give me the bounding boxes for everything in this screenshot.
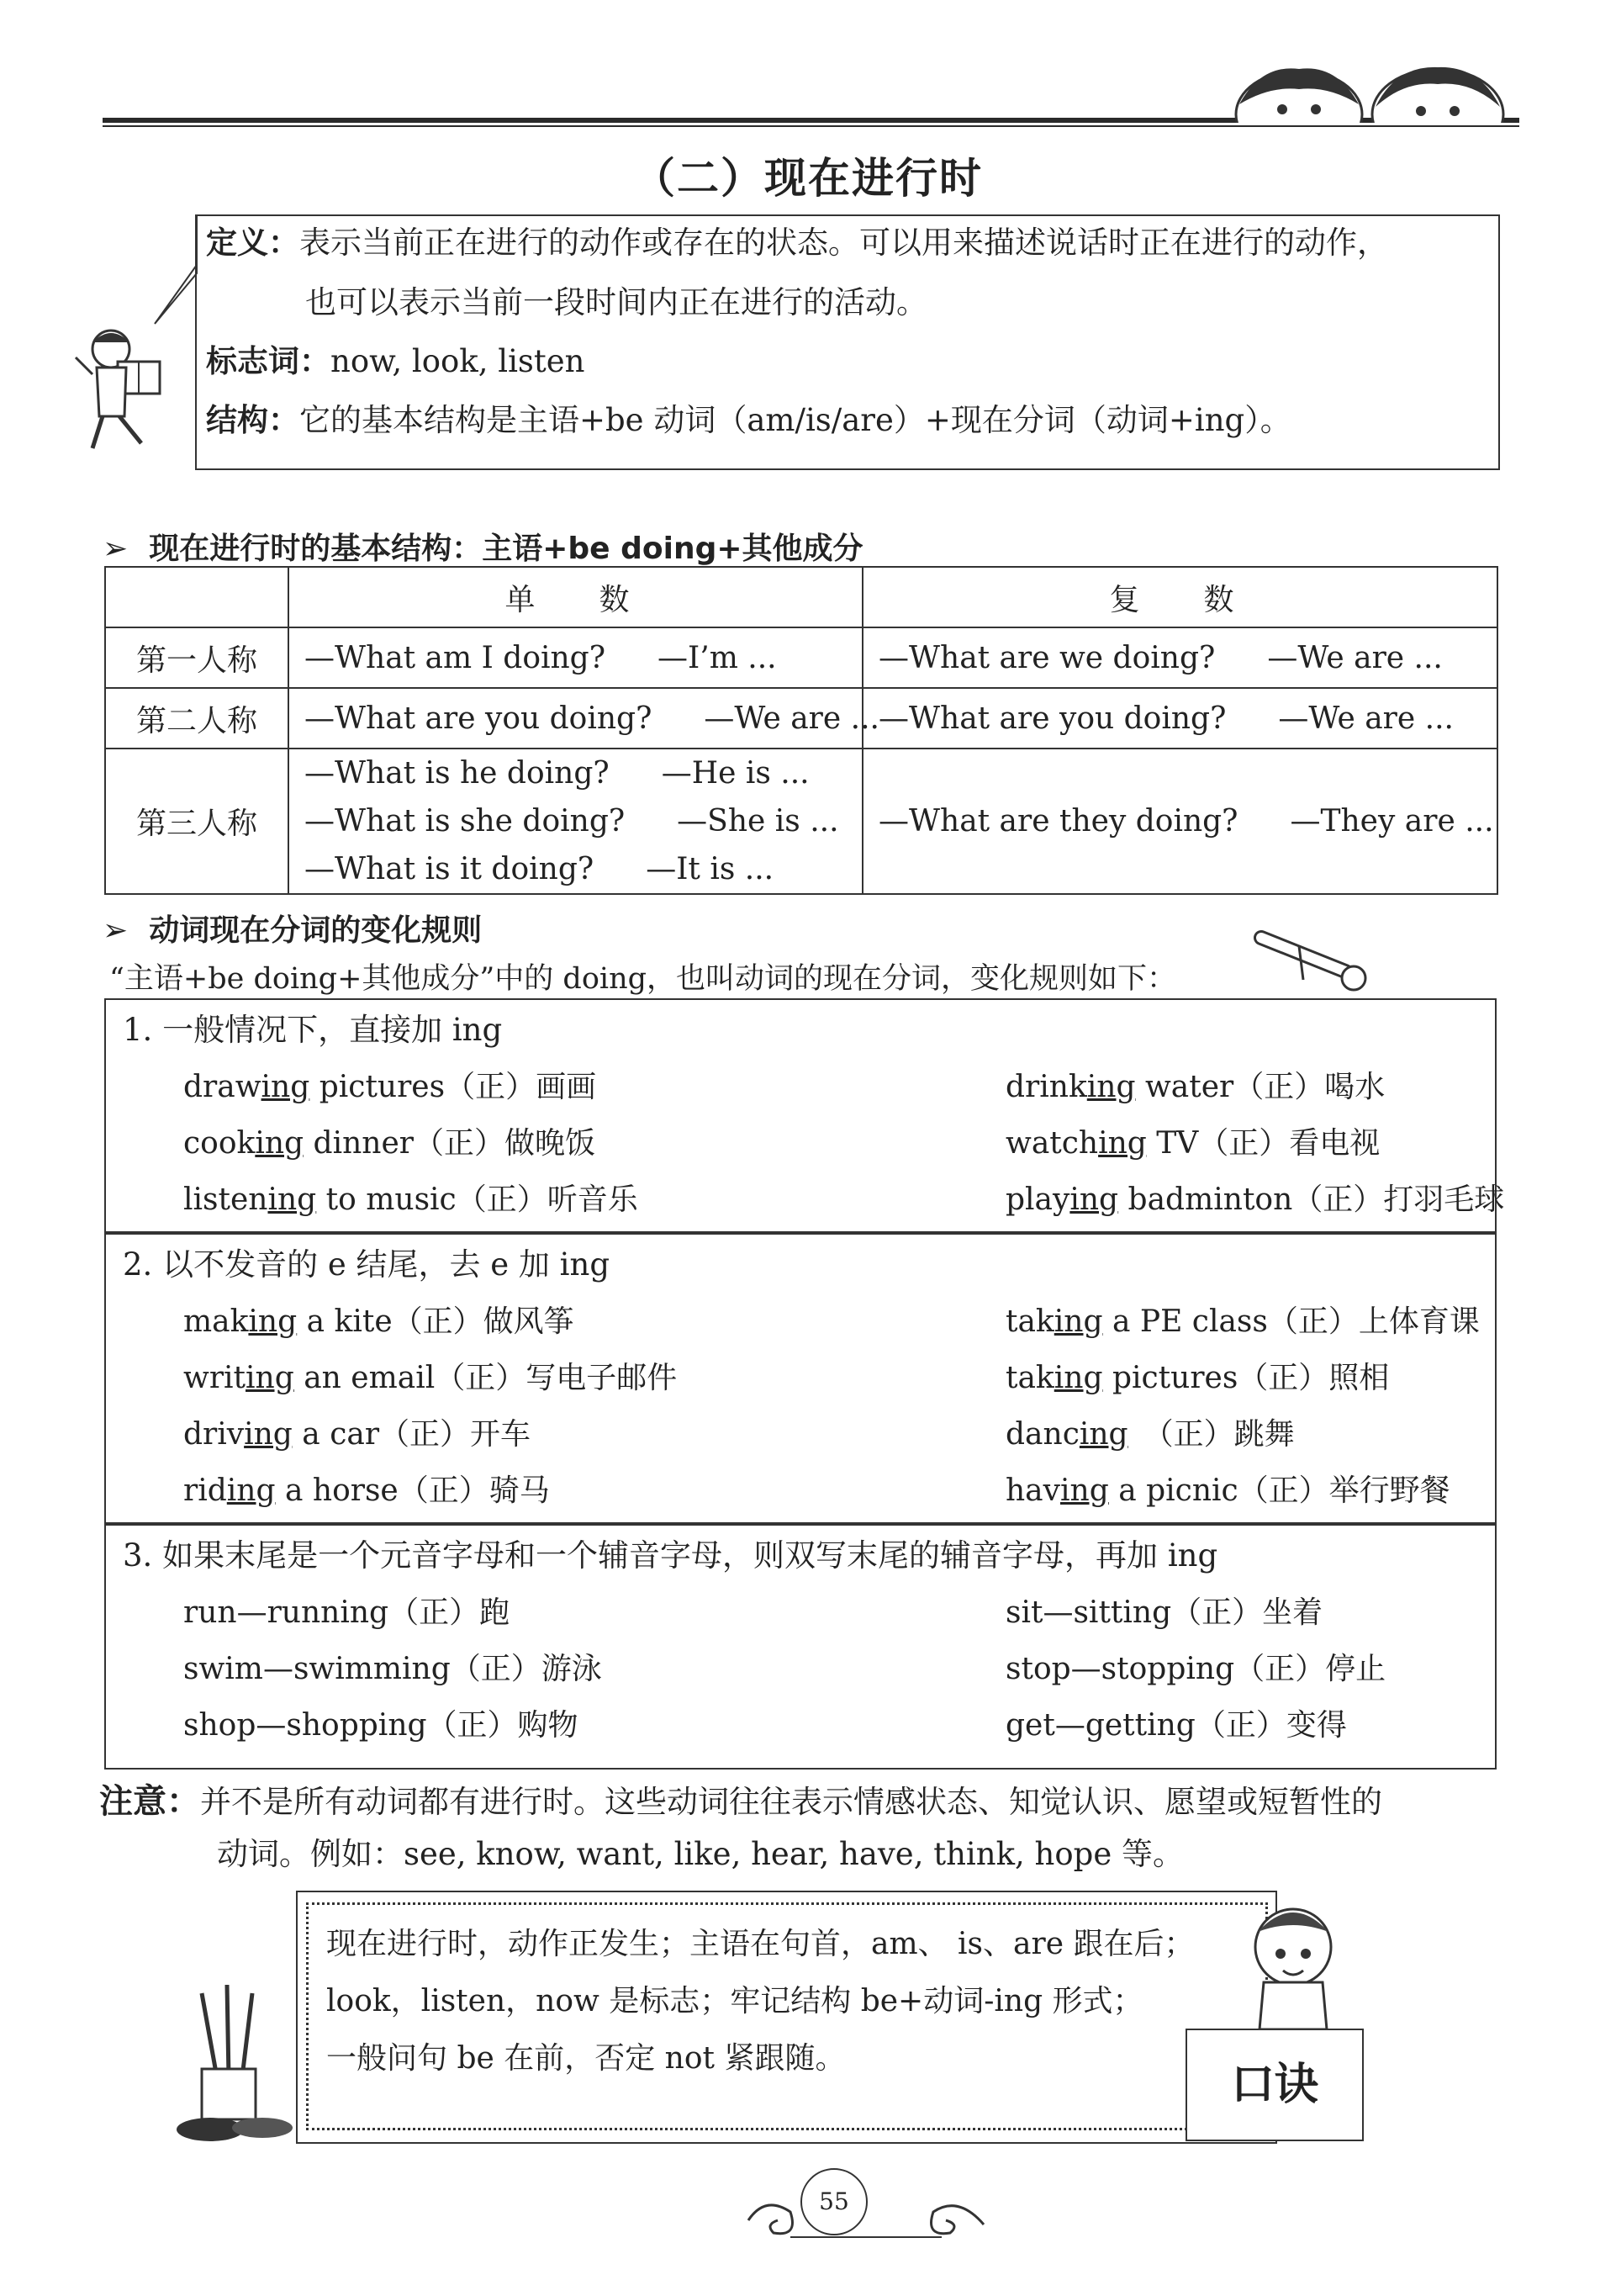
example-item xyxy=(183,1304,574,1340)
definition-line-2: 也可以表示当前一段时间内正在进行的活动。 xyxy=(305,284,927,320)
example-suffix: ing xyxy=(1054,1361,1103,1395)
scroll-icon xyxy=(1253,921,1370,997)
example-meaning: a horse（正）骑马 xyxy=(275,1473,550,1508)
example-meaning: pictures（正）照相 xyxy=(1102,1361,1390,1395)
mnemonic-line-2: look，listen，now 是标志；牢记结构 be+动词-ing 形式； xyxy=(326,1984,1143,2018)
example-suffix: ing xyxy=(1079,1417,1128,1452)
example-meaning: （正）变得 xyxy=(1195,1708,1347,1743)
answer-text: —He is ... xyxy=(661,756,810,791)
answer-text: —We are ... xyxy=(704,701,879,736)
table-header-row xyxy=(105,567,1497,627)
reading-child-icon xyxy=(59,324,177,458)
example-stem: sit—sitting xyxy=(1006,1595,1172,1630)
example-suffix: ing xyxy=(255,1126,304,1161)
example-stem: swim—swimming xyxy=(183,1652,451,1686)
page-number: 55 xyxy=(800,2168,868,2235)
example-item xyxy=(183,1125,595,1161)
answer-text: —They are ... xyxy=(1290,804,1494,839)
mnemonic-tag: 口诀 xyxy=(1186,2029,1364,2141)
question-text: —What is it doing? xyxy=(304,852,594,886)
example-stem: get—getting xyxy=(1006,1708,1196,1743)
question-text: —What are you doing? xyxy=(879,701,1227,736)
table-singular-cell xyxy=(288,749,863,894)
example-suffix: ing xyxy=(1086,1070,1136,1104)
brush-pot-icon xyxy=(168,1985,303,2145)
table-row xyxy=(105,627,1497,688)
signal-words-line xyxy=(206,343,585,380)
kids-peeking-icon xyxy=(1228,61,1513,123)
example-stem: cook xyxy=(183,1126,256,1161)
example-stem: listen xyxy=(183,1182,268,1217)
example-suffix: ing xyxy=(1054,1304,1103,1339)
answer-text: —I’m ... xyxy=(657,640,777,675)
example-meaning: a PE class（正）上体育课 xyxy=(1102,1304,1480,1339)
note-line-1: 并不是所有动词都有进行时。这些动词往往表示情感状态、知觉认识、愿望或短暂性的 xyxy=(200,1784,1382,1820)
example-item xyxy=(183,1473,550,1509)
answer-text: —She is ... xyxy=(677,804,839,839)
answer-text: —It is ... xyxy=(646,852,774,886)
answer-text: —We are ... xyxy=(1267,640,1443,675)
example-suffix: ing xyxy=(267,1182,317,1217)
question-text: —What is he doing? xyxy=(304,756,610,791)
example-stem: tak xyxy=(1006,1304,1054,1339)
example-meaning: （正）购物 xyxy=(426,1708,578,1743)
page-title: （二）现在进行时 xyxy=(633,154,983,203)
example-meaning: pictures（正）画画 xyxy=(309,1070,597,1104)
table-plural-cell xyxy=(863,688,1497,749)
example-meaning: an email（正）写电子邮件 xyxy=(293,1361,678,1395)
example-suffix: ing xyxy=(1098,1126,1147,1161)
example-item xyxy=(183,1707,578,1743)
signal-label: 标志词： xyxy=(206,343,330,379)
example-stem: drink xyxy=(1006,1070,1087,1104)
table-person-cell: 第一人称 xyxy=(105,627,288,688)
example-item xyxy=(183,1651,602,1687)
definition-line-1 xyxy=(206,225,1388,262)
example-item xyxy=(183,1360,677,1396)
note-line-2: 动词。例如：see, know, want, like, hear, have, think, hope 等。 xyxy=(217,1836,1184,1872)
arrow-bullet-icon: ➢ xyxy=(103,913,129,948)
question-text: —What is she doing? xyxy=(304,804,626,839)
question-text: —What are you doing? xyxy=(304,701,652,736)
example-stem: watch xyxy=(1006,1126,1099,1161)
example-stem: hav xyxy=(1006,1473,1060,1508)
rule-box xyxy=(104,1524,1497,1770)
section1-heading xyxy=(103,525,863,568)
example-meaning: dinner（正）做晚饭 xyxy=(304,1126,595,1161)
example-stem: tak xyxy=(1006,1361,1054,1395)
example-meaning: water（正）喝水 xyxy=(1135,1070,1386,1104)
example-item xyxy=(1006,1304,1480,1340)
example-stem: danc xyxy=(1006,1417,1080,1452)
mnemonic-line-3: 一般问句 be 在前，否定 not 紧跟随。 xyxy=(326,2041,846,2076)
example-stem: rid xyxy=(183,1473,227,1508)
question-text: —What are we doing? xyxy=(879,640,1216,675)
table-singular-cell xyxy=(288,688,879,749)
example-stem: stop—stopping xyxy=(1006,1652,1235,1686)
example-stem: run—running xyxy=(183,1595,389,1630)
rule-box xyxy=(104,1233,1497,1524)
table-plural-cell xyxy=(863,627,1497,688)
rule-heading: 1. 一般情况下，直接加 ing xyxy=(123,1012,503,1048)
example-stem: draw xyxy=(183,1070,261,1104)
table-header-plural: 复 数 xyxy=(863,567,1497,627)
arrow-bullet-icon: ➢ xyxy=(103,532,129,566)
section1-title: 现在进行时的基本结构：主语+be doing+其他成分 xyxy=(149,532,863,566)
example-meaning: a picnic（正）举行野餐 xyxy=(1108,1473,1450,1508)
table-plural-cell xyxy=(863,749,1497,894)
example-suffix: ing xyxy=(1060,1473,1109,1508)
table-singular-cell xyxy=(288,627,863,688)
table-header-corner xyxy=(105,567,288,627)
example-meaning: （正）跑 xyxy=(388,1595,510,1630)
table-person-cell: 第三人称 xyxy=(105,749,288,894)
example-suffix: ing xyxy=(244,1417,293,1452)
example-suffix: ing xyxy=(248,1304,298,1339)
example-item xyxy=(183,1595,510,1631)
example-suffix: ing xyxy=(1069,1182,1119,1217)
rule-heading: 3. 如果末尾是一个元音字母和一个辅音字母，则双写末尾的辅音字母，再加 ing xyxy=(123,1537,1218,1574)
example-stem: play xyxy=(1006,1182,1070,1217)
example-stem: driv xyxy=(183,1417,245,1452)
example-item xyxy=(1006,1473,1450,1509)
rule-box xyxy=(104,998,1505,1233)
example-suffix: ing xyxy=(261,1070,310,1104)
structure-label: 结构： xyxy=(206,402,299,438)
answer-text: —We are ... xyxy=(1278,701,1454,736)
example-item xyxy=(1006,1416,1295,1452)
table-row xyxy=(105,749,1497,894)
example-item xyxy=(1006,1125,1380,1161)
example-stem: shop—shopping xyxy=(183,1708,427,1743)
example-meaning: （正）坐着 xyxy=(1171,1595,1323,1630)
example-suffix: ing xyxy=(226,1473,276,1508)
example-item xyxy=(183,1069,596,1105)
structure-line xyxy=(206,402,1291,439)
example-item xyxy=(1006,1651,1386,1687)
structure-text: 它的基本结构是主语+be 动词（am/is/are）+现在分词（动词+ing）。 xyxy=(299,402,1291,438)
rule-heading: 2. 以不发音的 e 结尾，去 e 加 ing xyxy=(123,1246,610,1283)
example-stem: mak xyxy=(183,1304,249,1339)
example-item xyxy=(183,1182,638,1218)
section2-intro: “主语+be doing+其他成分”中的 doing，也叫动词的现在分词，变化规则如下： xyxy=(109,962,1177,996)
note-label: 注意： xyxy=(99,1782,200,1821)
example-meaning: （正）游泳 xyxy=(450,1652,602,1686)
example-item xyxy=(1006,1360,1389,1396)
example-meaning: （正）停止 xyxy=(1234,1652,1386,1686)
table-header-singular: 单 数 xyxy=(288,567,863,627)
example-meaning: a kite（正）做风筝 xyxy=(297,1304,574,1339)
example-meaning: a car（正）开车 xyxy=(292,1417,531,1452)
example-meaning: TV（正）看电视 xyxy=(1146,1126,1381,1161)
example-item xyxy=(1006,1595,1323,1631)
example-meaning: to music（正）听音乐 xyxy=(316,1182,638,1217)
definition-text-1: 表示当前正在进行的动作或存在的状态。可以用来描述说话时正在进行的动作， xyxy=(299,225,1388,261)
section2-title: 动词现在分词的变化规则 xyxy=(149,913,483,948)
signal-text: now, look, listen xyxy=(330,343,585,379)
speech-pointer xyxy=(151,214,202,332)
question-text: —What am I doing? xyxy=(304,640,606,675)
note-block xyxy=(99,1775,1382,1823)
example-meaning: badminton（正）打羽毛球 xyxy=(1118,1182,1505,1217)
conjugation-table xyxy=(104,566,1498,895)
example-item xyxy=(1006,1182,1504,1218)
section2-heading xyxy=(103,907,482,950)
scholar-child-icon xyxy=(1243,1888,1344,2031)
table-row xyxy=(105,688,1497,749)
table-person-cell: 第二人称 xyxy=(105,688,288,749)
example-item xyxy=(1006,1069,1385,1105)
example-item xyxy=(1006,1707,1347,1743)
header-rule-thin xyxy=(103,125,1519,127)
example-suffix: ing xyxy=(246,1361,294,1395)
example-stem: writ xyxy=(183,1361,246,1395)
mnemonic-line-1: 现在进行时，动作正发生；主语在句首，am、 is、are 跟在后； xyxy=(326,1927,1195,1961)
example-meaning: （正）跳舞 xyxy=(1128,1417,1295,1452)
question-text: —What are they doing? xyxy=(879,804,1238,839)
definition-label: 定义： xyxy=(206,225,299,261)
example-item xyxy=(183,1416,531,1452)
